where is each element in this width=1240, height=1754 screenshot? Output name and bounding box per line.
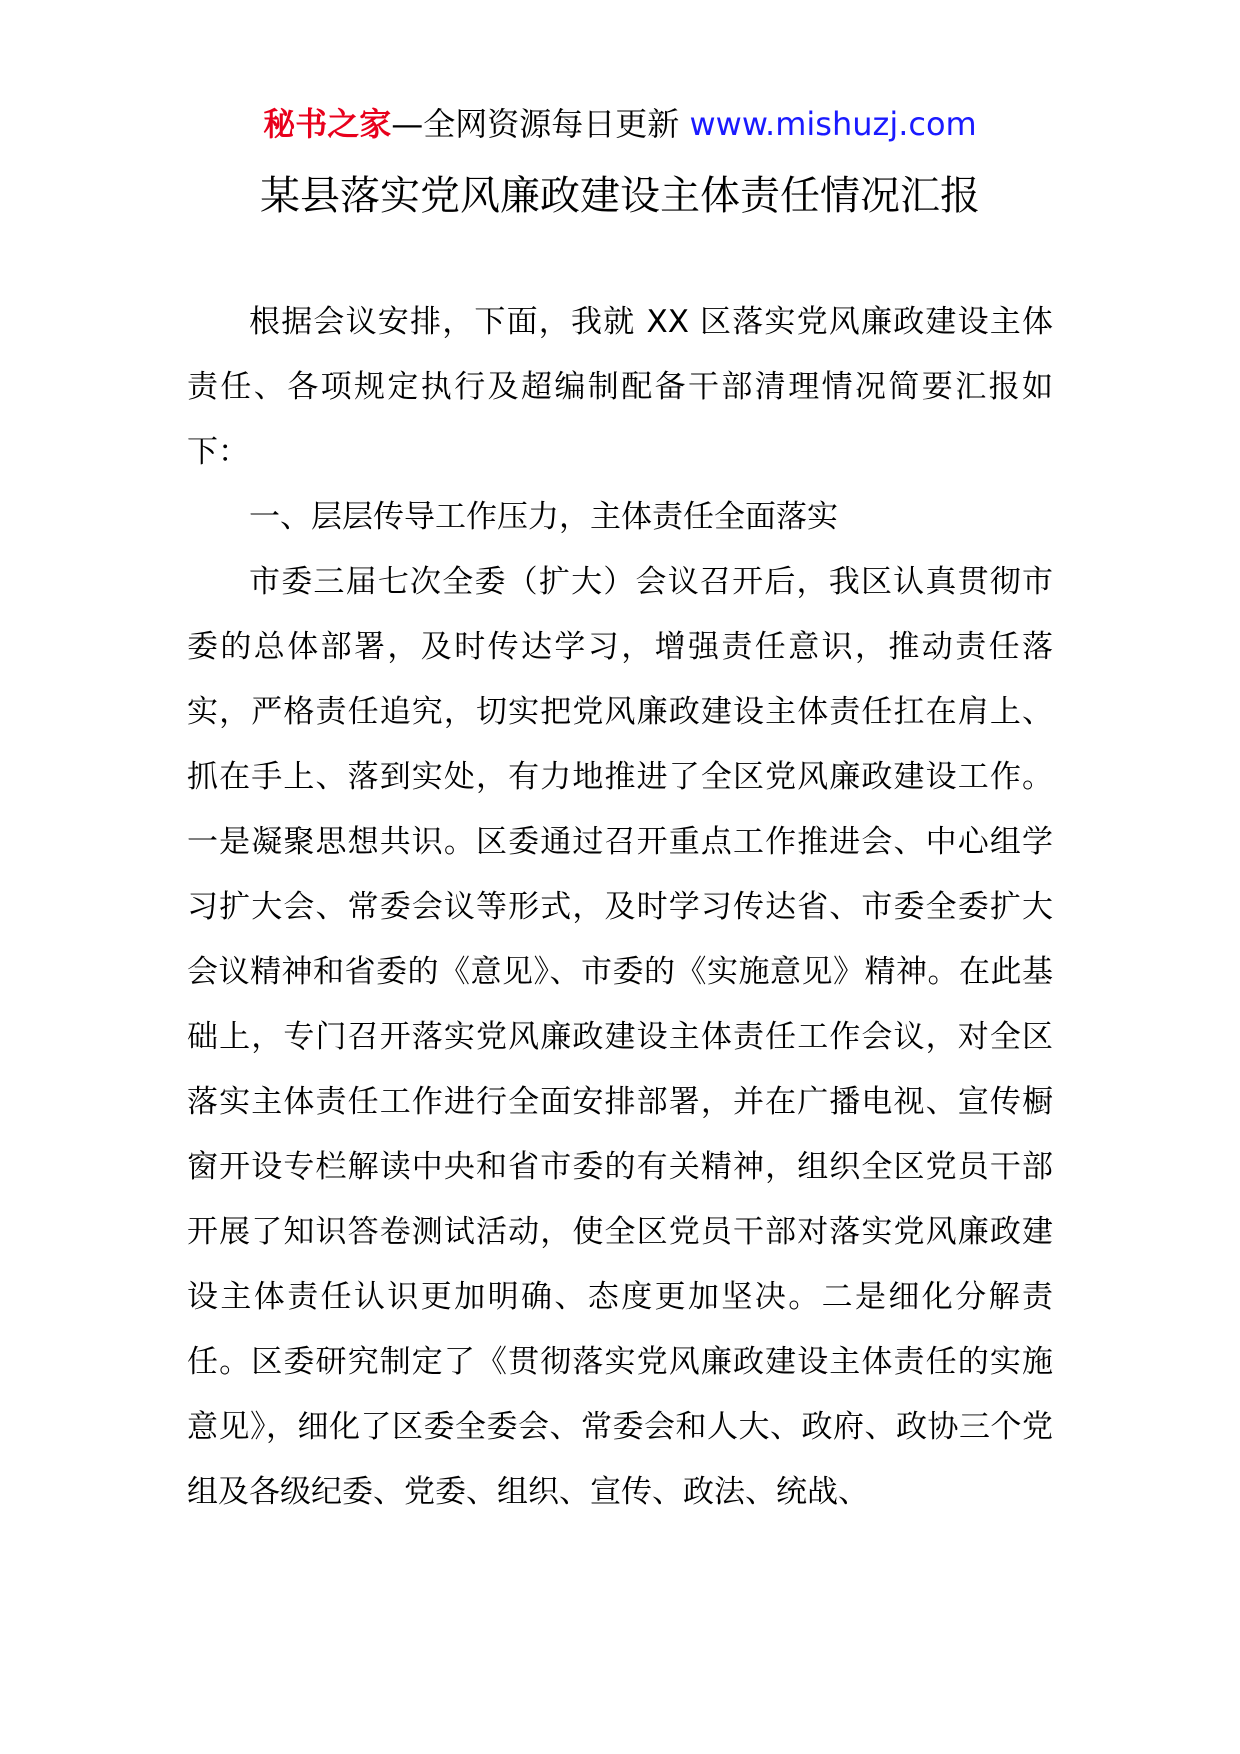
site-url-link[interactable]: www.mishuzj.com xyxy=(689,105,977,143)
section-1-heading: 一、层层传导工作压力，主体责任全面落实 xyxy=(249,499,838,535)
document-title: 某县落实党风廉政建设主体责任情况汇报 xyxy=(260,173,980,219)
section-1-paragraph: 市委三届七次全委（扩大）会议召开后，我区认真贯彻市委的总体部署，及时传达学习，增强责任意识，推动责任落实，严格责任追究，切实把党风廉政建设主体责任扛在肩上、抓在手上、落到实处，有力地推进了全区党风廉政建设工作。一是凝聚思想共识。区委通过召开重点工作推进会、中心组学习扩大会、常委会议等形式，及时学习传达省、市委全委扩大会议精神和省委的《意见》、市委的《实施意见》精神。在此基础上，专门召开落实党风廉政建设主体责任工作会议，对全区落实主体责任工作进行全面安排部署，并在广播电视、宣传橱窗开设专栏解读中央和省市委的有关精神，组织全区党员干部开展了知识答卷测试活动，使全区党员干部对落实党风廉政建设主体责任认识更加明确、态度更加坚决。二是细化分解责任。区委研究制定了《贯彻落实党风廉政建设主体责任的实施意见》，细化了区委全委会、常委会和人大、政府、政协三个党组及各级纪委、党委、组织、宣传、政法、统战、 xyxy=(187,564,1053,1510)
site-header xyxy=(0,102,1240,146)
site-brand: 秘书之家 xyxy=(263,105,392,143)
site-slogan: —全网资源每日更新 xyxy=(391,105,680,143)
intro-paragraph: 根据会议安排，下面，我就 XX 区落实党风廉政建设主体责任、各项规定执行及超编制配备干部清理情况简要汇报如下： xyxy=(187,304,1053,470)
document-body xyxy=(187,290,1053,1525)
